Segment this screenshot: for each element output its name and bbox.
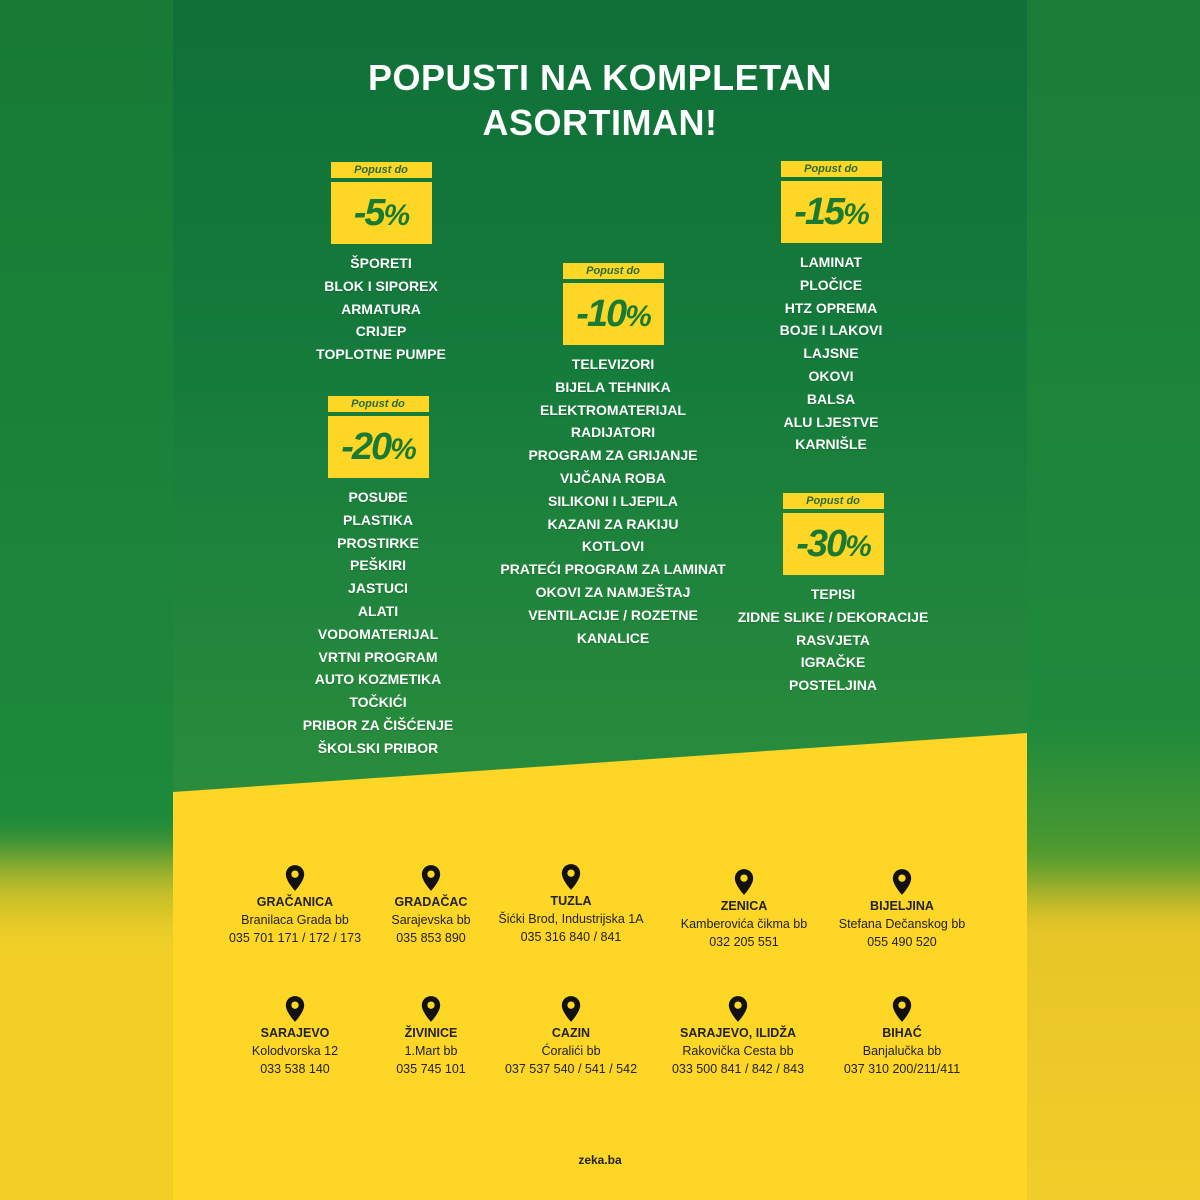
store-phone: 037 310 200/211/411 — [843, 1062, 961, 1076]
map-pin-icon — [733, 868, 755, 896]
product-category: PROSTIRKE — [337, 534, 419, 551]
discount-badge — [781, 161, 882, 243]
badge-label: Popust do — [781, 161, 882, 177]
store-phone: 035 745 101 — [396, 1062, 466, 1076]
product-category: ARMATURA — [341, 300, 421, 317]
product-category: HTZ OPREMA — [784, 299, 878, 316]
product-category: SILIKONI I LJEPILA — [548, 492, 678, 509]
product-category: PLOČICE — [799, 276, 863, 293]
store-phone: 037 537 540 / 541 / 542 — [504, 1062, 638, 1076]
discount-badge — [563, 263, 664, 345]
product-category: LAJSNE — [803, 345, 859, 362]
product-category: ŠKOLSKI PRIBOR — [317, 739, 439, 756]
store-address: Kolodvorska 12 — [251, 1044, 339, 1058]
badge-unit: % — [843, 198, 868, 231]
background-left — [0, 0, 175, 1200]
store-phone: 035 701 171 / 172 / 173 — [228, 931, 362, 945]
product-list — [288, 486, 468, 760]
map-pin-icon — [560, 995, 582, 1023]
product-category: JASTUCI — [348, 580, 408, 597]
product-category: KAZANI ZA RAKIJU — [547, 515, 679, 532]
store-address: Kamberovića čikma bb — [680, 917, 808, 931]
product-category: OKOVI ZA NAMJEŠTAJ — [535, 583, 691, 600]
product-category: ALU LJESTVE — [783, 413, 879, 430]
discount-group-20 — [288, 396, 468, 760]
product-category: VRTNI PROGRAM — [318, 648, 438, 665]
store-address: Banjalučka bb — [862, 1044, 942, 1058]
product-category: ZIDNE SLIKE / DEKORACIJE — [737, 608, 929, 625]
discount-badge — [331, 162, 432, 244]
product-category: TOPLOTNE PUMPE — [316, 346, 446, 363]
badge-unit: % — [390, 433, 415, 466]
store-city: ZENICA — [720, 899, 768, 913]
badge-unit: % — [383, 199, 409, 232]
store-address: Branilaca Grada bb — [241, 913, 349, 927]
product-category: PLASTIKA — [343, 511, 413, 528]
product-category: BOJE I LAKOVI — [779, 322, 883, 339]
map-pin-icon — [727, 995, 749, 1023]
store-location — [659, 868, 829, 951]
store-city: ŽIVINICE — [404, 1026, 458, 1040]
store-city: TUZLA — [550, 894, 592, 908]
product-category: KOTLOVI — [581, 538, 645, 555]
product-category: PRATEĆI PROGRAM ZA LAMINAT — [500, 561, 726, 578]
discount-group-15 — [751, 161, 911, 456]
product-category: RADIJATORI — [570, 424, 656, 441]
discount-badge — [328, 396, 429, 478]
badge-label: Popust do — [783, 493, 884, 509]
product-category: VIJČANA ROBA — [559, 469, 667, 486]
map-pin-icon — [284, 995, 306, 1023]
store-address: 1.Mart bb — [404, 1044, 458, 1058]
store-city: SARAJEVO, ILIDŽA — [680, 1026, 796, 1040]
title-line-1: POPUSTI NA KOMPLETAN — [367, 57, 832, 98]
store-address: Šićki Brod, Industrijska 1A — [498, 912, 644, 926]
badge-value: -30 — [796, 523, 846, 565]
store-address: Ćoralići bb — [541, 1044, 601, 1058]
product-category: RASVJETA — [796, 631, 870, 648]
badge-percent — [783, 513, 884, 575]
product-category: ŠPORETI — [350, 255, 412, 271]
badge-label: Popust do — [331, 162, 432, 178]
poster — [173, 0, 1027, 1200]
website-link[interactable]: zeka.ba — [578, 1153, 622, 1167]
product-list — [751, 251, 911, 456]
product-category: OKOVI — [808, 367, 854, 384]
store-city: GRADAČAC — [394, 895, 468, 909]
badge-percent — [328, 416, 429, 478]
store-location — [817, 868, 987, 951]
background-right — [1025, 0, 1200, 1200]
discount-group-5 — [301, 162, 461, 366]
store-city: BIHAĆ — [882, 1026, 922, 1040]
map-pin-icon — [420, 995, 442, 1023]
store-phone: 033 538 140 — [260, 1062, 330, 1076]
store-city: GRAČANICA — [256, 895, 334, 909]
map-pin-icon — [891, 995, 913, 1023]
product-category: BIJELA TEHNIKA — [555, 378, 671, 395]
badge-percent — [563, 283, 664, 345]
product-list — [493, 353, 733, 649]
store-phone: 033 500 841 / 842 / 843 — [671, 1062, 805, 1076]
store-address: Stefana Dečanskog bb — [838, 917, 966, 931]
store-location — [653, 995, 823, 1078]
badge-value: -20 — [341, 426, 391, 468]
store-address: Rakovička Cesta bb — [682, 1044, 794, 1058]
product-category: LAMINAT — [800, 254, 862, 270]
map-pin-icon — [891, 868, 913, 896]
product-category: PRIBOR ZA ČIŠĆENJE — [302, 716, 454, 733]
product-category: PEŠKIRI — [349, 557, 406, 574]
product-category: PROGRAM ZA GRIJANJE — [528, 447, 698, 464]
poster-title — [173, 55, 1027, 145]
store-city: SARAJEVO — [260, 1026, 330, 1040]
store-city: CAZIN — [551, 1026, 591, 1040]
map-pin-icon — [284, 864, 306, 892]
product-category: BLOK I SIPOREX — [324, 277, 438, 294]
product-category: POSTELJINA — [789, 677, 877, 694]
product-category: TELEVIZORI — [571, 356, 655, 372]
product-category: ALATI — [357, 602, 399, 619]
product-category: ELEKTROMATERIJAL — [540, 401, 686, 418]
badge-label: Popust do — [328, 396, 429, 412]
product-category: AUTO KOZMETIKA — [314, 671, 442, 688]
badge-value: -15 — [794, 191, 844, 233]
map-pin-icon — [560, 863, 582, 891]
store-phone: 055 490 520 — [867, 935, 937, 949]
badge-value: -10 — [576, 293, 626, 335]
store-phone: 032 205 551 — [709, 935, 779, 949]
store-phone: 035 853 890 — [396, 931, 466, 945]
product-category: VODOMATERIJAL — [317, 625, 439, 642]
map-pin-icon — [420, 864, 442, 892]
store-address: Sarajevska bb — [391, 913, 471, 927]
badge-label: Popust do — [563, 263, 664, 279]
discount-group-10 — [493, 263, 733, 649]
product-category: KANALICE — [576, 629, 650, 646]
product-category: VENTILACIJE / ROZETNE — [528, 606, 698, 623]
title-line-2: ASORTIMAN! — [482, 102, 718, 143]
badge-value: -5 — [353, 192, 384, 234]
store-phone: 035 316 840 / 841 — [520, 930, 622, 944]
discount-badge — [783, 493, 884, 575]
store-location — [817, 995, 987, 1078]
product-category: TOČKIĆI — [349, 694, 407, 711]
product-category: KARNIŠLE — [795, 436, 867, 453]
store-city: BIJELJINA — [870, 899, 934, 913]
product-category: CRIJEP — [355, 323, 407, 340]
badge-percent — [781, 181, 882, 243]
product-list — [301, 252, 461, 366]
product-category: BALSA — [806, 390, 856, 407]
product-category: TEPISI — [810, 586, 856, 602]
badge-percent — [331, 182, 432, 244]
product-category: IGRAČKE — [800, 654, 866, 671]
product-category: POSUĐE — [348, 489, 408, 505]
badge-unit: % — [845, 530, 870, 563]
product-list — [723, 583, 943, 697]
discount-group-30 — [723, 493, 943, 697]
store-location — [486, 863, 656, 946]
store-location — [486, 995, 656, 1078]
badge-unit: % — [625, 300, 650, 333]
